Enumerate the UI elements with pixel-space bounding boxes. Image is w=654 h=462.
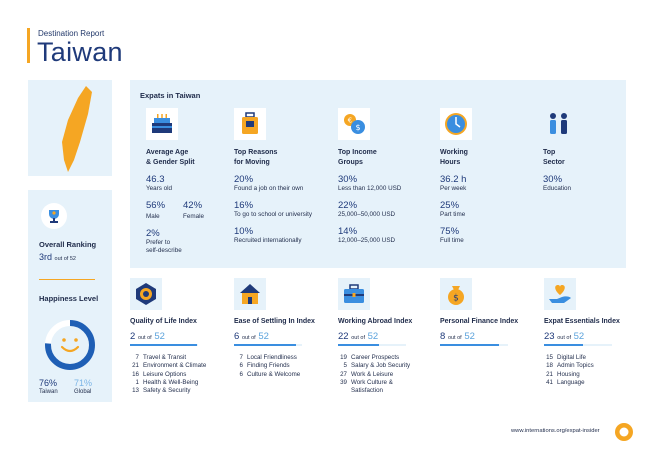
female-value: 42% <box>183 200 203 211</box>
stat-item <box>440 174 540 193</box>
country-map-panel <box>28 80 112 176</box>
global-happiness-value: 71% <box>74 378 93 388</box>
age-gender-heading <box>146 148 246 168</box>
subcategory-label: Finding Friends <box>247 362 290 370</box>
heading-line: & Gender Split <box>146 158 195 166</box>
reasons-list <box>234 174 334 245</box>
index-rank-of: out of <box>351 335 365 341</box>
stat-item <box>234 200 334 219</box>
index-rank <box>234 331 334 342</box>
index-rank-total: 52 <box>154 331 165 342</box>
other-gender-label: self-describe <box>146 247 182 254</box>
subcategory-rank: 7 <box>135 354 139 361</box>
index-name: Ease of Settling In Index <box>234 318 315 325</box>
female-label: Female <box>183 213 204 220</box>
stat-label: 25,000–50,000 USD <box>338 211 396 218</box>
index-column <box>440 278 540 354</box>
index-rank <box>130 331 230 342</box>
index-column <box>234 278 334 379</box>
hours-list <box>440 174 540 245</box>
hours-column <box>440 108 540 245</box>
index-column <box>338 278 438 395</box>
subcategory-row <box>234 362 334 370</box>
subcategory-row <box>338 387 438 395</box>
index-rank-total: 52 <box>367 331 379 342</box>
stat-value: 75% <box>440 226 460 237</box>
index-rank-number: 22 <box>338 331 349 342</box>
subcategory-rank: 41 <box>546 378 553 386</box>
subcategory-label: Admin Topics <box>557 362 594 370</box>
subcategory-label: Language <box>557 378 585 386</box>
overall-rank-value <box>39 252 76 262</box>
subcategory-rank <box>338 387 351 395</box>
subcategory-label: Travel & Transit <box>143 354 187 361</box>
people-icon <box>543 108 575 140</box>
heading-line: Working <box>440 149 468 156</box>
stat-label: To go to school or university <box>234 211 313 218</box>
subcategory-rank: 21 <box>132 362 139 370</box>
other-gender-label: Prefer to <box>146 239 171 246</box>
subcategory-row <box>544 371 644 379</box>
subcategory-label: Work & Leisure <box>351 370 394 378</box>
stat-label: Full time <box>440 237 464 244</box>
heading-line: Top <box>543 149 556 156</box>
index-rank-of: out of <box>557 335 571 341</box>
subcategory-list <box>544 354 644 387</box>
subcategory-rank: 6 <box>239 370 243 378</box>
subcategory-rank: 16 <box>132 370 139 378</box>
subcategory-row <box>544 362 644 370</box>
subcategory-rank: 21 <box>546 370 553 378</box>
index-rank-bar <box>338 344 406 346</box>
index-rank-number: 2 <box>130 331 136 342</box>
heading-line: Average Age <box>146 149 189 156</box>
stat-label: Recruited internationally <box>234 237 302 244</box>
hours-heading <box>440 148 540 168</box>
stat-value: 25% <box>440 200 460 211</box>
sector-list <box>543 174 643 193</box>
index-column <box>130 278 230 395</box>
subcategory-row <box>338 362 438 370</box>
money-bag-icon <box>440 278 472 310</box>
subcategory-rank: 1 <box>135 378 139 386</box>
expats-title: Expats in Taiwan <box>140 91 201 100</box>
subcategory-label: Work Culture & <box>351 378 393 386</box>
index-rank-bar <box>440 344 508 346</box>
expats-panel <box>130 80 626 268</box>
report-subtitle: Destination Report <box>38 29 105 38</box>
index-rank-bar-fill <box>234 344 296 346</box>
index-rank-number: 8 <box>440 331 446 342</box>
stat-item <box>234 226 334 245</box>
index-rank-bar <box>544 344 612 346</box>
subcategory-row <box>544 354 644 362</box>
trophy-icon <box>41 203 67 229</box>
house-icon <box>234 278 266 310</box>
index-name: Working Abroad Index <box>338 318 413 325</box>
stat-label: 12,000–25,000 USD <box>338 237 396 244</box>
subcategory-label: Culture & Welcome <box>247 370 301 378</box>
subcategory-row <box>130 379 230 387</box>
index-rank-of: out of <box>137 335 152 341</box>
index-rank-of: out of <box>241 335 256 341</box>
other-gender-value: 2% <box>146 228 160 239</box>
subcategory-row <box>544 379 644 387</box>
subcategory-label: Safety & Security <box>143 387 191 395</box>
stat-item <box>440 226 540 245</box>
heading-line: Top Reasons <box>234 149 278 156</box>
happiness-ring-chart <box>43 318 97 372</box>
index-rank-total: 52 <box>573 331 585 342</box>
sector-column <box>543 108 643 193</box>
subcategory-row <box>338 371 438 379</box>
male-value: 56% <box>146 200 166 211</box>
stat-label: Education <box>543 185 572 192</box>
stat-label: Part time <box>440 211 466 218</box>
subcategory-row <box>234 371 334 379</box>
subcategory-rank: 18 <box>546 362 553 370</box>
overall-rank-of: out of 52 <box>54 256 76 262</box>
reasons-column <box>234 108 334 245</box>
stat-item <box>234 174 334 193</box>
subcategory-row <box>338 354 438 362</box>
index-rank-of: out of <box>447 335 462 341</box>
income-heading <box>338 148 438 168</box>
lifebuoy-icon <box>130 278 162 310</box>
stat-label: Per week <box>440 185 467 192</box>
index-rank-number: 6 <box>234 331 240 342</box>
male-label: Male <box>146 213 160 220</box>
subcategory-row <box>130 354 230 362</box>
stat-item <box>440 200 540 219</box>
subcategory-rank: 39 <box>340 378 347 386</box>
subcategory-rank: 27 <box>340 370 347 378</box>
internations-logo-icon <box>614 422 634 442</box>
index-rank-total: 52 <box>258 331 269 342</box>
income-column <box>338 108 438 245</box>
svg-text:$: $ <box>355 123 361 132</box>
ranking-panel <box>28 190 112 402</box>
svg-text:$: $ <box>453 293 459 304</box>
heading-line: for Moving <box>234 158 270 166</box>
subcategory-rank: 15 <box>546 354 553 361</box>
subcategory-label: Salary & Job Security <box>351 362 411 370</box>
average-age-value: 46.3 <box>146 174 165 185</box>
heading-line: Top Income <box>338 149 377 156</box>
index-rank-bar <box>234 344 302 346</box>
subcategory-rank: 5 <box>343 362 347 370</box>
smiley-mouth-icon <box>62 347 78 351</box>
subcategory-row <box>130 371 230 379</box>
subcategory-rank: 13 <box>132 387 139 395</box>
stat-label: Found a job on their own <box>234 185 304 192</box>
subcategory-label: Satisfaction <box>351 387 383 395</box>
divider <box>39 279 95 280</box>
stat-value: 30% <box>338 174 358 185</box>
title-accent-bar <box>27 28 30 63</box>
suitcase-icon <box>234 108 266 140</box>
index-rank-bar-fill <box>338 344 379 346</box>
subcategory-list <box>130 354 230 395</box>
sector-heading <box>543 148 643 168</box>
coins-icon <box>338 108 370 140</box>
stat-item <box>338 226 438 245</box>
age-gender-column <box>146 108 246 255</box>
average-age-label: Years old <box>146 185 173 192</box>
cake-icon <box>146 108 178 140</box>
index-rank <box>338 331 438 342</box>
subcategory-list <box>338 354 438 395</box>
index-rank-number: 23 <box>544 331 555 342</box>
footer-url[interactable]: www.internations.org/expat-insider <box>511 428 600 434</box>
briefcase-icon <box>338 278 370 310</box>
heading-line: Hours <box>440 158 461 166</box>
stat-item <box>338 200 438 219</box>
global-happiness-label: Global <box>74 389 92 395</box>
stat-value: 36.2 h <box>440 174 467 185</box>
subcategory-list <box>234 354 334 379</box>
subcategory-label: Environment & Climate <box>143 362 207 370</box>
stat-value: 30% <box>543 174 563 185</box>
subcategory-label: Digital Life <box>557 354 586 361</box>
stat-item <box>543 174 643 193</box>
taiwan-happiness-label: Taiwan <box>39 389 58 395</box>
index-rank-bar-fill <box>440 344 499 346</box>
smiley-eye-icon <box>62 338 66 342</box>
hand-heart-icon <box>544 278 576 310</box>
clock-icon <box>440 108 472 140</box>
subcategory-label: Career Prospects <box>351 354 400 361</box>
income-list <box>338 174 438 245</box>
subcategory-row <box>234 354 334 362</box>
index-name: Quality of Life Index <box>130 318 197 325</box>
taiwan-map-icon <box>28 80 112 176</box>
page-title: Taiwan <box>37 37 123 67</box>
taiwan-happiness-value: 76% <box>39 378 58 388</box>
subcategory-label: Leisure Options <box>143 370 187 378</box>
heading-line: Sector <box>543 158 565 166</box>
index-name: Personal Finance Index <box>440 318 519 325</box>
stat-value: 20% <box>234 174 254 185</box>
index-rank <box>544 331 644 342</box>
stat-value: 22% <box>338 200 358 211</box>
reasons-heading <box>234 148 334 168</box>
stat-label: Less than 12,000 USD <box>338 185 402 192</box>
subcategory-row <box>130 387 230 395</box>
index-rank-bar <box>130 344 198 346</box>
subcategory-row <box>338 379 438 387</box>
index-rank-bar-fill <box>130 344 197 346</box>
overall-ranking-label: Overall Ranking <box>39 240 97 249</box>
stat-value: 14% <box>338 226 358 237</box>
index-rank <box>440 331 540 342</box>
svg-text:€: € <box>347 116 353 125</box>
index-rank-total: 52 <box>464 331 475 342</box>
subcategory-rank: 6 <box>239 362 243 370</box>
subcategory-label: Housing <box>557 370 580 378</box>
index-column <box>544 278 644 387</box>
heading-line: Groups <box>338 158 363 166</box>
smiley-eye-icon <box>74 338 78 342</box>
overall-rank-number: 3rd <box>39 252 53 262</box>
index-rank-bar-fill <box>544 344 583 346</box>
happiness-level-label: Happiness Level <box>39 294 99 303</box>
stat-item <box>338 174 438 193</box>
stat-value: 10% <box>234 226 254 237</box>
subcategory-rank: 7 <box>239 354 243 361</box>
subcategory-label: Local Friendliness <box>247 354 297 361</box>
subcategory-label: Health & Well-Being <box>143 378 199 386</box>
index-name: Expat Essentials Index <box>544 318 620 325</box>
subcategory-rank: 19 <box>340 354 347 361</box>
subcategory-row <box>130 362 230 370</box>
stat-value: 16% <box>234 200 254 211</box>
